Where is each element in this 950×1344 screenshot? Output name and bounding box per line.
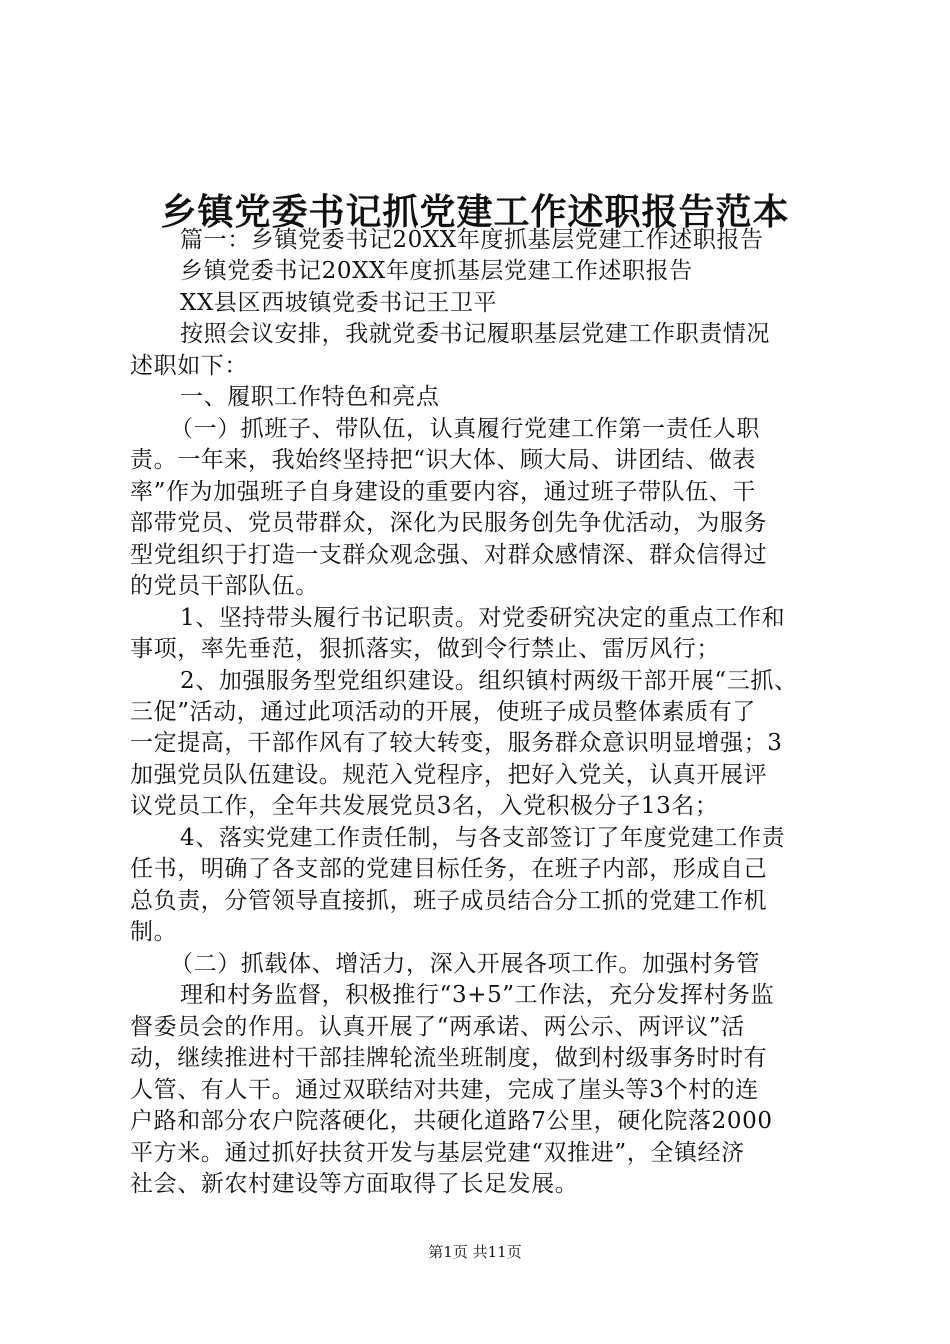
- numbered-item: 2、加强服务型党组织建设。组织镇村两级干部开展“三抓、: [180, 668, 798, 694]
- body-line: 户路和部分农户院落硬化，共硬化道路7公里，硬化院落2000: [130, 1108, 773, 1134]
- body-line: XX县区西坡镇党委书记王卫平: [180, 290, 498, 316]
- body-line: 部带党员、党员带群众，深化为民服务创先争优活动，为服务: [130, 510, 768, 536]
- numbered-item: 4、落实党建工作责任制，与各支部签订了年度党建工作责: [180, 825, 786, 851]
- body-line: 社会、新农村建设等方面取得了长足发展。: [130, 1171, 579, 1197]
- body-line: 总负责，分管领导直接抓，班子成员结合分工抓的党建工作机: [130, 888, 768, 914]
- body-line: 三促”活动，通过此项活动的开展，使班子成员整体素质有了: [130, 699, 756, 725]
- body-line: 事项，率先垂范，狠抓落实，做到令行禁止、雷厉风行；: [130, 636, 720, 662]
- body-line: 人管、有人干。通过双联结对共建，完成了崖头等3个村的连: [130, 1077, 759, 1103]
- body-line: 任书，明确了各支部的党建目标任务，在班子内部，形成自己: [130, 856, 768, 882]
- body-line: 率”作为加强班子自身建设的重要内容，通过班子带队伍、干: [130, 479, 756, 505]
- body-line: 责。一年来，我始终坚持把“识大体、顾大局、讲团结、做表: [130, 447, 756, 473]
- body-line: 制。: [130, 919, 178, 945]
- body-line: 理和村务监督，积极推行“3+5”工作法，充分发挥村务监: [180, 982, 775, 1008]
- body-line: 篇一：乡镇党委书记20XX年度抓基层党建工作述职报告: [180, 227, 764, 253]
- body-line: 型党组织于打造一支群众观念强、对群众感情深、群众信得过: [130, 542, 768, 568]
- numbered-item: 1、坚持带头履行书记职责。对党委研究决定的重点工作和: [180, 605, 786, 631]
- body-line: 一定提高，干部作风有了较大转变，服务群众意识明显增强；3: [130, 730, 783, 756]
- body-line: 督委员会的作用。认真开展了“两承诺、两公示、两评议”活: [130, 1014, 745, 1040]
- body-line: 乡镇党委书记20XX年度抓基层党建工作述职报告: [180, 258, 693, 284]
- section-heading: 一、履职工作特色和亮点: [180, 384, 440, 410]
- page-footer: 第1页 共11页: [428, 1243, 522, 1261]
- body-line: 述职如下：: [130, 353, 248, 379]
- body-line: 平方米。通过抓好扶贫开发与基层党建“双推进”，全镇经济: [130, 1140, 745, 1166]
- body-line: 议党员工作，全年共发展党员3名，入党积极分子13名；: [130, 793, 719, 819]
- body-line: 动，继续推进村干部挂牌轮流坐班制度，做到村级事务时时有: [130, 1045, 768, 1071]
- body-line: 的党员干部队伍。: [130, 573, 319, 599]
- document-title: 乡镇党委书记抓党建工作述职报告范本: [160, 191, 790, 233]
- subsection-heading: （二）抓载体、增活力，深入开展各项工作。加强村务管: [170, 951, 760, 977]
- body-line: 加强党员队伍建设。规范入党程序，把好入党关，认真开展评: [130, 762, 768, 788]
- subsection-heading: （一）抓班子、带队伍，认真履行党建工作第一责任人职: [170, 416, 760, 442]
- body-line: 按照会议安排，我就党委书记履职基层党建工作职责情况: [180, 321, 770, 347]
